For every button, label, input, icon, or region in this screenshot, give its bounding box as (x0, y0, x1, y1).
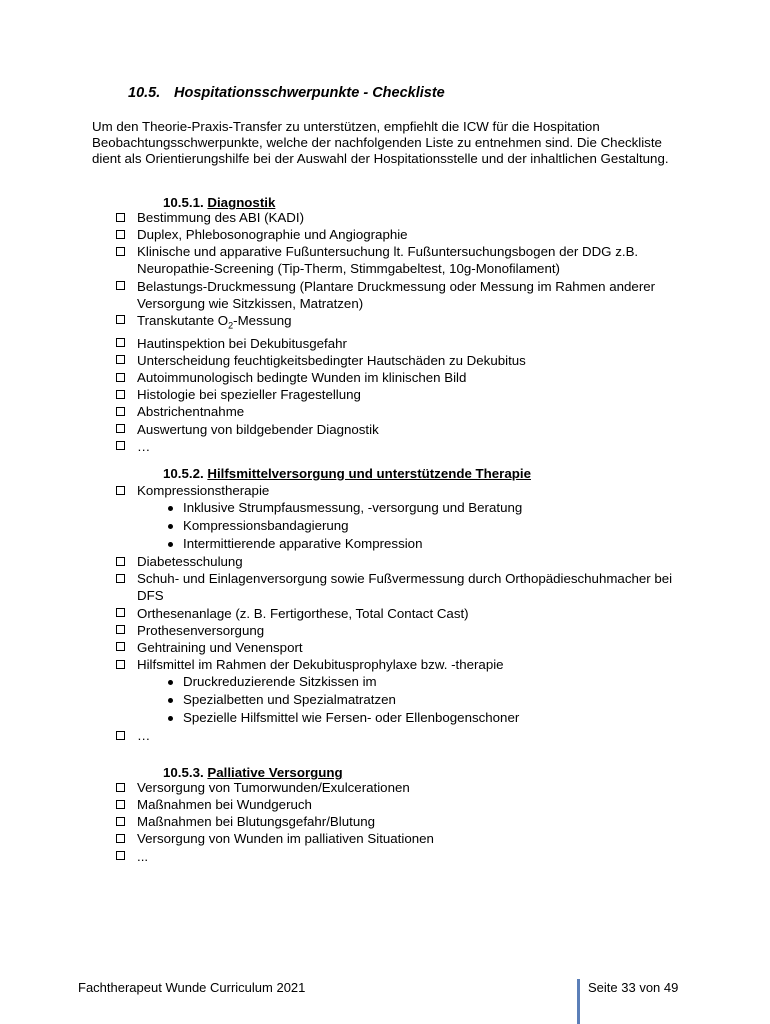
bullet-icon (168, 680, 173, 685)
bullet-text: Kompressionsbandagierung (183, 518, 349, 534)
section-number: 10.5.1. (163, 195, 204, 210)
checklist-item-text: Versorgung von Tumorwunden/Exulcerationen (137, 780, 410, 795)
checklist-item (114, 386, 684, 403)
checklist-item (114, 813, 684, 830)
bullet-icon (168, 524, 173, 529)
title-number: 10.5. (128, 85, 161, 101)
checkbox-icon[interactable] (116, 574, 125, 583)
footer-divider (577, 979, 580, 1024)
checklist-item-text: Autoimmunologisch bedingte Wunden im klinischen Bild (137, 370, 467, 386)
checkbox-icon[interactable] (116, 660, 125, 669)
bullet-item (161, 517, 684, 535)
checklist-item (114, 369, 684, 386)
section-label: Hilfsmittelversorgung und unterstützende Therapie (207, 466, 531, 481)
checkbox-icon[interactable] (116, 486, 125, 495)
checklist-item-text: Unterscheidung feuchtigkeitsbedingter Hautschäden zu Dekubitus (137, 352, 526, 368)
checkbox-icon[interactable] (116, 230, 125, 239)
bullet-list (137, 499, 684, 553)
checklist-item (114, 779, 684, 796)
checklist-item (114, 796, 684, 813)
section-label: Palliative Versorgung (207, 765, 343, 780)
bullet-item (161, 691, 684, 709)
checklist-item (114, 482, 684, 553)
checklist-item (114, 335, 684, 352)
checklist-item-text: Schuh- und Einlagenversorgung sowie Fußvermessung durch Orthopädieschuhmacher bei DFS (137, 571, 673, 604)
checkbox-icon[interactable] (116, 281, 125, 290)
checklist-item-text: ... (137, 848, 149, 864)
checklist-item-text: Bestimmung des ABI (KADI) (137, 210, 305, 225)
checklist-item-text: Duplex, Phlebosonographie und Angiographie (137, 227, 408, 243)
checklist-item (114, 848, 684, 865)
checkbox-icon[interactable] (116, 338, 125, 347)
checkbox-icon[interactable] (116, 213, 125, 222)
checklist-item-text-after: -Messung (233, 312, 292, 328)
section-number: 10.5.3. (163, 765, 204, 780)
checklist-item (114, 278, 684, 312)
checklist-item-text: … (137, 438, 151, 454)
checklist-item (114, 209, 684, 226)
checklist-item-text: Diabetesschulung (137, 554, 243, 570)
section-label: Diagnostik (207, 195, 276, 210)
checkbox-icon[interactable] (116, 608, 125, 617)
checklist-item-text: Histologie bei spezieller Fragestellung (137, 387, 361, 403)
checkbox-icon[interactable] (116, 441, 125, 450)
checklist-item-text: Maßnahmen bei Blutungsgefahr/Blutung (137, 814, 376, 830)
bullet-icon (168, 716, 173, 721)
checklist-item (114, 421, 684, 438)
checklist-item (114, 312, 684, 335)
checkbox-icon[interactable] (116, 817, 125, 826)
checklist-item-text: Abstrichentnahme (137, 404, 245, 420)
checklist-item-text: Versorgung von Wunden im palliativen Situationen (137, 831, 434, 847)
bullet-text: Spezielle Hilfsmittel wie Fersen- oder Ellenbogenschoner (183, 710, 520, 726)
checklist-item (114, 639, 684, 656)
checkbox-icon[interactable] (116, 557, 125, 566)
checklist-item (114, 727, 684, 744)
bullet-text: Druckreduzierende Sitzkissen im (183, 674, 377, 690)
checkbox-icon[interactable] (116, 355, 125, 364)
bullet-icon (168, 506, 173, 511)
bullet-text: Spezialbetten und Spezialmatratzen (183, 692, 396, 708)
checkbox-icon[interactable] (116, 390, 125, 399)
section-number: 10.5.2. (163, 466, 204, 481)
checkbox-icon[interactable] (116, 315, 125, 324)
page-title (128, 85, 445, 101)
checklist-item-text: Transkutante O (137, 312, 229, 328)
checkbox-icon[interactable] (116, 834, 125, 843)
bullet-item (161, 499, 684, 517)
checklist-item (114, 830, 684, 847)
checklist-item (114, 403, 684, 420)
checklist-item (114, 438, 684, 455)
section-heading-hilfsmittel (163, 465, 531, 482)
footer-title: Fachtherapeut Wunde Curriculum 2021 (78, 980, 306, 995)
checkbox-icon[interactable] (116, 373, 125, 382)
bullet-item (161, 673, 684, 691)
bullet-icon (168, 698, 173, 703)
checklist-item-text: Belastungs-Druckmessung (Plantare Druckmessung oder Messung im Rahmen anderer Versorgung wie Sitzkissen, Matratzen) (137, 278, 656, 311)
checklist-item (114, 226, 684, 243)
bullet-text: Intermittierende apparative Kompression (183, 536, 423, 552)
checklist-item-text: Klinische und apparative Fußuntersuchung lt. Fußuntersuchungsbogen der DDG z.B. Neuropathie-Screening (Tip-Therm, Stimmgabeltest, 10g-Monofilament) (137, 244, 639, 277)
checkbox-icon[interactable] (116, 642, 125, 651)
checklist-diagnostik (114, 209, 684, 455)
checkbox-icon[interactable] (116, 800, 125, 809)
checklist-item-text: Hilfsmittel im Rahmen der Dekubitusprophylaxe bzw. -therapie (137, 657, 504, 673)
checkbox-icon[interactable] (116, 247, 125, 256)
bullet-icon (168, 542, 173, 547)
checkbox-icon[interactable] (116, 407, 125, 416)
bullet-list (137, 673, 684, 727)
checklist-item-text: Prothesenversorgung (137, 622, 265, 638)
checkbox-icon[interactable] (116, 731, 125, 740)
subscript: 2 (228, 320, 234, 331)
checklist-item-text: Gehtraining und Venensport (137, 639, 303, 655)
title-text: Hospitationsschwerpunkte - Checkliste (174, 85, 445, 101)
checklist-item-text: Orthesenanlage (z. B. Fertigorthese, Total Contact Cast) (137, 605, 469, 621)
checklist-item-text: Kompressionstherapie (137, 483, 270, 498)
checklist-item (114, 570, 684, 604)
checkbox-icon[interactable] (116, 783, 125, 792)
checklist-hilfsmittel (114, 482, 684, 744)
checkbox-icon[interactable] (116, 851, 125, 860)
checklist-palliative (114, 779, 684, 865)
checklist-item (114, 243, 684, 277)
checkbox-icon[interactable] (116, 424, 125, 433)
bullet-item (161, 535, 684, 553)
checklist-item (114, 352, 684, 369)
bullet-item (161, 709, 684, 727)
checklist-item-text: Auswertung von bildgebender Diagnostik (137, 421, 379, 437)
bullet-text: Inklusive Strumpfausmessung, -versorgung und Beratung (183, 500, 523, 516)
checklist-item (114, 553, 684, 570)
intro-paragraph: Um den Theorie-Praxis-Transfer zu unterstützen, empfiehlt die ICW für die Hospitation Beobachtungsschwerpunkte, welche der nachfolgenden Liste zu entnehmen sind. Die Checkliste dient als Orientierungshilfe bei der Auswahl der Hospitationsstelle und der inhaltlichen Gestaltung. (92, 119, 669, 166)
checklist-item (114, 605, 684, 622)
checkbox-icon[interactable] (116, 625, 125, 634)
page-number: Seite 33 von 49 (588, 980, 679, 995)
checklist-item-text: Maßnahmen bei Wundgeruch (137, 797, 312, 813)
checklist-item-text: Hautinspektion bei Dekubitusgefahr (137, 335, 347, 351)
checklist-item (114, 622, 684, 639)
checklist-item-text: … (137, 728, 151, 744)
checklist-item (114, 656, 684, 727)
